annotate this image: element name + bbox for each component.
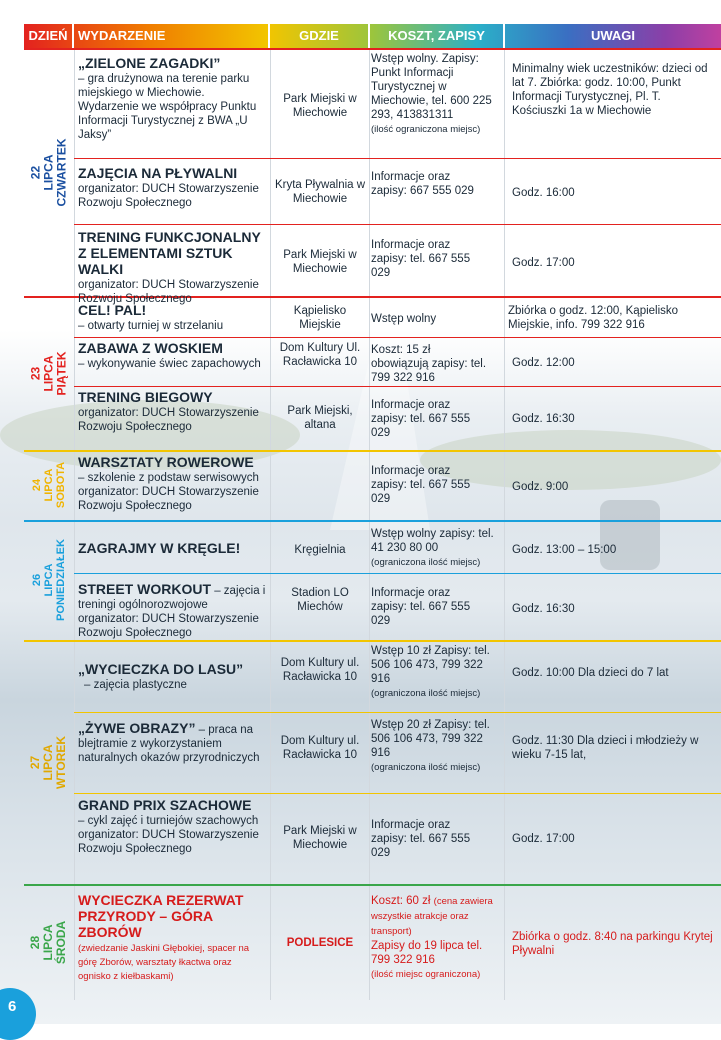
event-notes: Godz. 16:30 bbox=[512, 413, 575, 425]
row-divider bbox=[74, 158, 721, 159]
day-label-28: 28 LIPCA ŚRODA bbox=[28, 920, 69, 964]
event-where: Stadion LO Miechów bbox=[291, 587, 349, 613]
header-event: WYDARZENIE bbox=[74, 24, 270, 48]
event-where: Park Miejski, altana bbox=[287, 405, 353, 431]
event-cost: Informacje oraz zapisy: 667 555 029 bbox=[371, 171, 474, 197]
event-where: Kąpielisko Miejskie bbox=[293, 305, 347, 331]
row-divider bbox=[74, 573, 721, 574]
event-cost: Koszt: 60 zł (cena zawiera wszystkie atrakcje oraz transport) Zapisy do 19 lipca tel. 799 322 916 (ilość miejsc ograniczona) bbox=[371, 895, 493, 980]
event-cost: Informacje oraz zapisy: tel. 667 555 029 bbox=[371, 819, 471, 859]
event-where: Dom Kultury ul. Racławicka 10 bbox=[280, 735, 360, 761]
event-where: Dom Kultury Ul. Racławicka 10 bbox=[279, 342, 361, 368]
event-notes: Godz. 9:00 bbox=[512, 481, 569, 493]
event-cost: Informacje oraz zapisy: tel. 667 555 029 bbox=[371, 399, 471, 439]
event-where: Park Miejski w Miechowie bbox=[283, 93, 357, 119]
event-kregle: ZAGRAJMY W KRĘGLE! bbox=[78, 540, 241, 556]
event-notes: Godz. 11:30 Dla dzieci i młodzieży w wieku 7-15 lat, bbox=[512, 735, 699, 761]
event-grand-prix-szachowe: GRAND PRIX SZACHOWE – cykl zajęć i turniejów szachowych organizator: DUCH Stowarzyszenie Rozwoju Społecznego bbox=[78, 797, 259, 855]
day-label-22: 22 LIPCA CZWARTEK bbox=[28, 138, 69, 206]
header-where: GDZIE bbox=[270, 24, 370, 48]
row-divider bbox=[74, 224, 721, 225]
event-cost: Wstęp 20 zł Zapisy: tel. 506 106 473, 799 322 916 (ograniczona ilość miejsc) bbox=[371, 719, 490, 773]
event-notes: Godz. 12:00 bbox=[512, 357, 575, 369]
event-notes: Godz. 10:00 Dla dzieci do 7 lat bbox=[512, 667, 669, 679]
header-day: DZIEŃ bbox=[24, 24, 74, 48]
event-zabawa-z-woskiem: ZABAWA Z WOSKIEM – wykonywanie świec zapachowych bbox=[78, 340, 261, 370]
day-label-26: 26 LIPCA PONIEDZIAŁEK bbox=[31, 539, 67, 621]
row-divider bbox=[74, 337, 721, 338]
event-notes: Godz. 17:00 bbox=[512, 257, 575, 269]
event-cost: Wstęp wolny bbox=[371, 313, 437, 325]
event-notes: Zbiórka o godz. 12:00, Kąpielisko Miejskie, info. 799 322 916 bbox=[508, 305, 679, 331]
event-notes: Godz. 16:00 bbox=[512, 187, 575, 199]
event-cost: Informacje oraz zapisy: tel. 667 555 029 bbox=[371, 465, 471, 505]
event-plywalnia: ZAJĘCIA NA PŁYWALNI organizator: DUCH Stowarzyszenie Rozwoju Społecznego bbox=[78, 165, 259, 209]
event-notes: Minimalny wiek uczestników: dzieci od lat 7. Zbiórka: godz. 10:00, Punkt Informacji Turystycznej, Pl. T. Kościuszki 1a w Miechowie bbox=[512, 63, 708, 117]
event-notes: Godz. 16:30 bbox=[512, 603, 575, 615]
event-where: Kryta Pływalnia w Miechowie bbox=[274, 179, 366, 205]
row-divider bbox=[74, 712, 721, 713]
event-notes: Godz. 13:00 – 15:00 bbox=[512, 544, 617, 556]
event-zielone-zagadki: „ZIELONE ZAGADKI” – gra drużynowa na terenie parku miejskiego w Miechowie. Wydarzenie we współpracy Punktu Informacji Turystycznej z BWA „U Jaksy” bbox=[78, 55, 257, 141]
header-notes: UWAGI bbox=[590, 28, 636, 43]
event-notes: Zbiórka o godz. 8:40 na parkingu Krytej Pływalni bbox=[512, 931, 713, 957]
event-where: Park Miejski w Miechowie bbox=[283, 825, 357, 851]
event-cost: Wstęp 10 zł Zapisy: tel. 506 106 473, 799 322 916 (ograniczona ilość miejsc) bbox=[371, 645, 490, 699]
header-cost: KOSZT, ZAPISY bbox=[370, 24, 505, 48]
day-label-23: 23 LIPCA PIĄTEK bbox=[28, 350, 69, 396]
event-cost: Wstęp wolny. Zapisy: Punkt Informacji Turystycznej w Miechowie, tel. 600 225 293, 413831311 (ilość ograniczona miejsc) bbox=[371, 53, 492, 135]
event-notes: Godz. 17:00 bbox=[512, 833, 575, 845]
table-header bbox=[24, 24, 721, 48]
event-where: Kręgielnia bbox=[294, 544, 346, 556]
event-zywe-obrazy: „ŻYWE OBRAZY” – praca na blejtramie z wykorzystaniem naturalnych okazów przyrodniczych bbox=[78, 720, 260, 764]
event-warsztaty-rowerowe: WARSZTATY ROWEROWE – szkolenie z podstaw serwisowych organizator: DUCH Stowarzyszenie Rozwoju Społecznego bbox=[78, 454, 259, 512]
event-where: Park Miejski w Miechowie bbox=[283, 249, 357, 275]
row-divider bbox=[74, 386, 721, 387]
event-street-workout: STREET WORKOUT – zajęcia i treningi ogólnorozwojowe organizator: DUCH Stowarzyszenie Rozwoju Społecznego bbox=[78, 581, 266, 639]
event-where: Dom Kultury ul. Racławicka 10 bbox=[280, 657, 360, 683]
event-where: PODLESICE bbox=[286, 937, 354, 949]
event-wycieczka-gora-zborow: WYCIECZKA REZERWAT PRZYRODY – GÓRA ZBORÓW (zwiedzanie Jaskini Głębokiej, spacer na górę Zborów, warsztaty łkactwa oraz ognisko z kiełbaskami) bbox=[78, 892, 250, 982]
row-divider bbox=[74, 793, 721, 794]
page-number: 6 bbox=[8, 998, 17, 1015]
event-trening-funkcjonalny: TRENING FUNKCJONALNY Z ELEMENTAMI SZTUK WALKI organizator: DUCH Stowarzyszenie Rozwoju Społecznego bbox=[78, 229, 261, 305]
event-trening-biegowy: TRENING BIEGOWY organizator: DUCH Stowarzyszenie Rozwoju Społecznego bbox=[78, 389, 259, 433]
day-label-27: 27 LIPCA WTOREK bbox=[28, 735, 69, 789]
event-cel-pal: CEL! PAL! – otwarty turniej w strzelaniu bbox=[78, 302, 224, 332]
event-cost: Informacje oraz zapisy: tel. 667 555 029 bbox=[371, 587, 471, 627]
event-cost: Wstęp wolny zapisy: tel. 41 230 80 00 (ograniczona ilość miejsc) bbox=[371, 528, 494, 568]
event-wycieczka-do-lasu: „WYCIECZKA DO LASU” – zajęcia plastyczne bbox=[78, 661, 244, 691]
day-label-24: 24 LIPCA SOBOTA bbox=[31, 461, 67, 509]
event-cost: Informacje oraz zapisy: tel. 667 555 029 bbox=[371, 239, 471, 279]
event-cost: Koszt: 15 zł obowiązują zapisy: tel. 799 322 916 bbox=[371, 344, 487, 384]
